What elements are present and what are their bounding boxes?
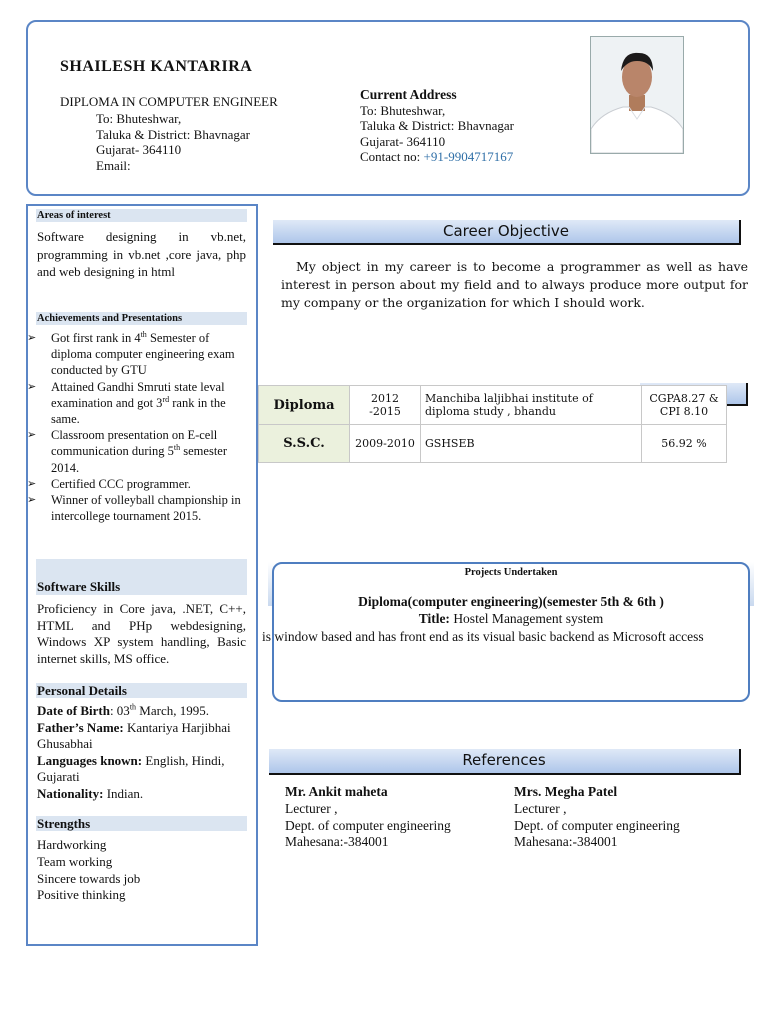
education-result: CGPA8.27 & CPI 8.10 — [642, 386, 727, 425]
education-years: 2009-2010 — [350, 425, 421, 463]
table-row — [259, 386, 727, 425]
nationality-line: Nationality: Indian. — [37, 785, 144, 801]
person-portrait-icon — [591, 37, 683, 153]
achievement-item: ➢ Attained Gandhi Smruti state leval examination and got 3rd rank in the same. — [27, 379, 226, 427]
references-heading: References — [269, 749, 741, 775]
personal-details — [37, 703, 246, 802]
strength-item: Positive thinking — [37, 887, 126, 903]
arrow-bullet-icon: ➢ — [27, 332, 37, 344]
address-line: Gujarat- 364110 — [96, 142, 182, 158]
education-institute: Manchiba laljibhai institute of diploma study , bhandu — [421, 386, 642, 425]
achievements-heading: Achievements and Presentations — [36, 312, 247, 325]
address-line: To: Bhuteshwar, — [96, 111, 182, 126]
software-skills-text: Proficiency in Core java, .NET, C++, HTML and PHp webdesigning, Windows XP system handling, Basic internet skills, MS office. — [37, 601, 246, 666]
degree-title: DIPLOMA IN COMPUTER ENGINEER — [60, 94, 278, 109]
reference-line: Dept. of computer engineering — [285, 817, 451, 833]
career-objective-heading: Career Objective — [273, 220, 741, 245]
reference-name: Mr. Ankit maheta — [285, 784, 388, 799]
achievement-item: ➢ Certified CCC programmer. — [27, 476, 191, 491]
reference-entry — [285, 784, 451, 851]
reference-name: Mrs. Megha Patel — [514, 784, 618, 799]
address-line: To: Bhuteshwar, — [360, 102, 446, 118]
current-address-title: Current Address — [360, 87, 457, 102]
education-level: Diploma — [259, 386, 350, 425]
education-institute: GSHSEB — [421, 425, 642, 463]
father-name-line: Father’s Name: Kantariya Harjibhai Ghusabhai — [37, 719, 231, 751]
achievement-item: ➢ Got first rank in 4th Semester of diploma computer engineering exam conducted by GTU — [27, 329, 235, 378]
address-line: Taluka & District: Bhavnagar — [360, 118, 514, 134]
reference-line: Mahesana:-384001 — [514, 834, 618, 850]
permanent-address — [96, 111, 250, 173]
personal-details-heading: Personal Details — [36, 683, 247, 698]
achievement-item: ➢ Classroom presentation on E-cell communication during 5th semester 2014. — [27, 428, 227, 475]
arrow-bullet-icon: ➢ — [27, 429, 37, 442]
achievement-item: ➢ Winner of volleyball championship in intercollege tournament 2015. — [27, 493, 241, 524]
contact-line — [360, 149, 514, 165]
career-objective-text: My object in my career is to become a programmer as well as have interest in person about my field and to always produce more output for my company or the organization for which I should work. — [281, 259, 748, 310]
current-address — [360, 87, 514, 165]
education-years: 2012 -2015 — [350, 386, 421, 425]
reference-line: Dept. of computer engineering — [514, 817, 680, 833]
interest-text: Software designing in vb.net, programming in vb.net ,core java, php and web designing in html — [37, 229, 246, 279]
strengths-heading: Strengths — [36, 816, 247, 831]
candidate-name: SHAILESH KANTARIRA — [60, 58, 253, 75]
strength-item: Sincere towards job — [37, 870, 141, 886]
education-result: 56.92 % — [642, 425, 727, 463]
reference-line: Lecturer , — [514, 800, 567, 816]
strengths-list — [37, 837, 246, 904]
education-table — [258, 385, 727, 463]
profile-photo — [590, 36, 684, 154]
arrow-bullet-icon: ➢ — [27, 477, 37, 490]
arrow-bullet-icon: ➢ — [27, 494, 37, 507]
achievements-list — [27, 330, 246, 524]
address-line: Gujarat- 364110 — [360, 133, 446, 149]
reference-line: Mahesana:-384001 — [285, 834, 389, 850]
dob-line: Date of Birth: 03th March, 1995. — [37, 702, 209, 718]
address-line: Taluka & District: Bhavnagar — [96, 126, 250, 142]
project-description: is window based and has front end as its visual basic backend as Microsoft access — [262, 629, 704, 644]
project-subtitle: Diploma(computer engineering)(semester 5th & 6th ) — [358, 594, 664, 609]
strength-item: Hardworking — [37, 837, 107, 852]
project-title: Title: Hostel Management system — [418, 611, 604, 626]
table-row — [259, 425, 727, 463]
interest-heading: Areas of interest — [36, 209, 247, 222]
languages-line: Languages known: English, Hindi, Gujarati — [37, 752, 225, 784]
education-level: S.S.C. — [259, 425, 350, 463]
software-skills-heading: Software Skills — [36, 559, 247, 595]
arrow-bullet-icon: ➢ — [27, 380, 37, 393]
contact-label: Contact no: — [360, 149, 421, 165]
projects-heading: Projects Undertaken — [464, 567, 558, 578]
strength-item: Team working — [37, 853, 113, 869]
phone-number[interactable]: +91-9904717167 — [423, 149, 514, 165]
email-label: Email: — [96, 157, 131, 173]
reference-line: Lecturer , — [285, 800, 338, 816]
reference-entry — [514, 784, 680, 851]
